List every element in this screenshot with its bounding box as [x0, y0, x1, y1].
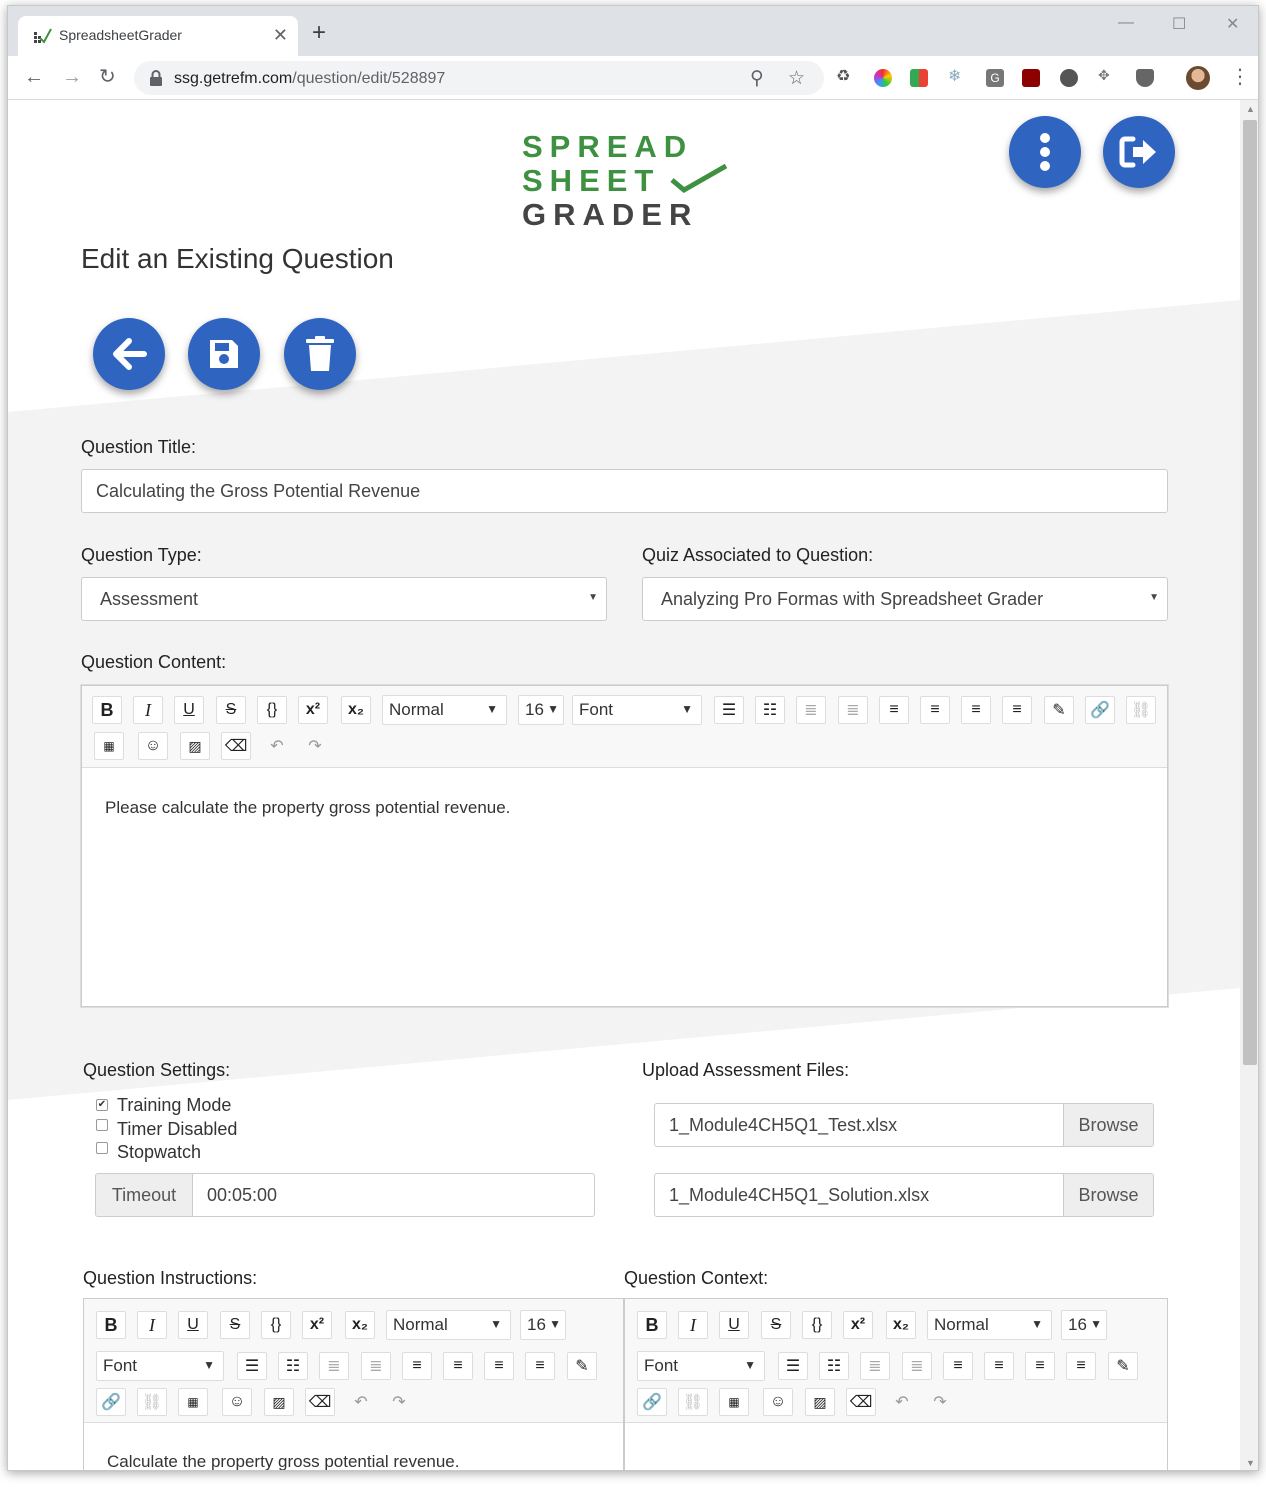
code-button[interactable]: {}: [261, 1311, 291, 1339]
question-context-label: Question Context:: [624, 1268, 769, 1288]
style-value: Normal: [934, 1315, 989, 1334]
save-button[interactable]: [188, 318, 260, 390]
question-type-value: Assessment: [100, 588, 199, 609]
instructions-text[interactable]: Calculate the property gross potential revenue.: [107, 1452, 460, 1471]
justify-icon[interactable]: ≡: [1066, 1352, 1096, 1380]
emoji-icon[interactable]: ☺: [222, 1388, 252, 1416]
font-value: Font: [644, 1356, 679, 1375]
chevron-down-icon: ▼: [1149, 592, 1159, 603]
back-button[interactable]: [93, 318, 165, 390]
align-center-icon[interactable]: ≡: [920, 696, 950, 724]
more-options-button[interactable]: [1009, 116, 1081, 188]
address-bar[interactable]: [134, 61, 824, 95]
underline-button[interactable]: U: [174, 696, 204, 724]
code-button[interactable]: {}: [802, 1311, 832, 1339]
undo-icon[interactable]: ↶: [895, 1394, 909, 1411]
tab-title: SpreadsheetGrader: [59, 27, 182, 43]
new-tab-icon[interactable]: +: [312, 19, 327, 46]
recycle-extension-icon[interactable]: ♻: [836, 66, 854, 84]
forward-arrow-icon[interactable]: →: [62, 66, 82, 88]
google-extension-icon[interactable]: [910, 69, 928, 87]
italic-button[interactable]: I: [133, 696, 163, 724]
quiz-label: Quiz Associated to Question:: [642, 545, 874, 565]
image-icon[interactable]: ▨: [264, 1388, 294, 1416]
floppy-disk-icon: [207, 337, 241, 371]
link-icon[interactable]: 🔗: [96, 1388, 126, 1416]
indent-icon[interactable]: ≣: [860, 1352, 890, 1380]
back-arrow-icon[interactable]: ←: [24, 66, 44, 88]
editor-toolbar: [625, 1299, 1167, 1423]
question-content-text[interactable]: Please calculate the property gross potential revenue.: [105, 798, 511, 817]
image-icon[interactable]: ▨: [180, 732, 210, 760]
circle-extension-icon[interactable]: [1060, 69, 1078, 87]
bullet-list-icon[interactable]: ☰: [714, 696, 744, 724]
italic-button[interactable]: I: [678, 1311, 708, 1339]
font-size-dropdown[interactable]: [520, 1310, 566, 1340]
browser-menu-icon[interactable]: ⋮: [1230, 66, 1250, 88]
eraser-icon[interactable]: ⌫: [846, 1388, 876, 1416]
reload-icon[interactable]: ↻: [99, 66, 116, 88]
page-viewport: [8, 100, 1240, 1471]
instructions-editor: [83, 1298, 624, 1471]
color-wheel-extension-icon[interactable]: [874, 69, 892, 87]
redo-icon[interactable]: ↷: [933, 1394, 947, 1411]
emoji-icon[interactable]: ☺: [763, 1388, 793, 1416]
test-file-input[interactable]: 1_Module4CH5Q1_Test.xlsx: [669, 1114, 898, 1135]
logout-button[interactable]: [1103, 116, 1175, 188]
calendar-icon[interactable]: ▦: [178, 1388, 208, 1416]
code-button[interactable]: {}: [257, 696, 287, 724]
question-content-editor: [81, 685, 1168, 1007]
question-content-label: Question Content:: [81, 652, 227, 672]
caret-down-icon: ▼: [490, 1317, 502, 1331]
outdent-icon[interactable]: ≣: [902, 1352, 932, 1380]
subscript-button[interactable]: x₂: [886, 1311, 916, 1339]
page-scrollbar[interactable]: [1240, 100, 1259, 1471]
question-title-label: Question Title:: [81, 437, 197, 457]
solution-file-group: [654, 1173, 1154, 1217]
font-size-dropdown[interactable]: [1061, 1310, 1107, 1340]
question-title-input[interactable]: Calculating the Gross Potential Revenue: [81, 469, 1168, 513]
redo-icon[interactable]: ↷: [308, 738, 322, 755]
scroll-thumb[interactable]: [1243, 120, 1257, 1065]
spreadsheet-favicon-icon: [32, 26, 52, 46]
indent-icon[interactable]: ≣: [319, 1352, 349, 1380]
emoji-icon[interactable]: ☺: [138, 732, 168, 760]
eraser-icon[interactable]: ⌫: [305, 1388, 335, 1416]
unlink-icon[interactable]: ⛓: [137, 1388, 167, 1416]
logo-checkmark-icon: [668, 164, 728, 194]
font-dropdown[interactable]: [572, 695, 702, 725]
tab-strip: [8, 6, 1258, 56]
vertical-dots-icon: [1038, 132, 1052, 172]
justify-icon[interactable]: ≡: [1002, 696, 1032, 724]
training-mode-checkbox[interactable]: [96, 1095, 231, 1116]
snowflake-extension-icon[interactable]: ❄: [948, 66, 966, 84]
scroll-up-icon[interactable]: ▲: [1246, 104, 1255, 114]
solution-file-input[interactable]: 1_Module4CH5Q1_Solution.xlsx: [669, 1184, 930, 1205]
quiz-select[interactable]: [642, 577, 1168, 621]
strikethrough-button[interactable]: S: [220, 1311, 250, 1339]
profile-avatar[interactable]: [1186, 66, 1210, 90]
outdent-icon[interactable]: ≣: [361, 1352, 391, 1380]
align-center-icon[interactable]: ≡: [443, 1352, 473, 1380]
caret-down-icon: ▼: [547, 702, 559, 716]
training-mode-label: Training Mode: [117, 1095, 232, 1115]
align-center-icon[interactable]: ≡: [984, 1352, 1014, 1380]
caret-down-icon: ▼: [1090, 1317, 1102, 1331]
style-dropdown[interactable]: [382, 695, 507, 725]
align-left-icon[interactable]: ≡: [402, 1352, 432, 1380]
font-dropdown[interactable]: [96, 1351, 224, 1381]
unlink-icon[interactable]: ⛓: [1126, 696, 1156, 724]
subscript-button[interactable]: x₂: [341, 696, 371, 724]
timeout-input[interactable]: 00:05:00: [207, 1184, 278, 1205]
page-title: Edit an Existing Question: [81, 243, 394, 274]
font-size-value: 16: [527, 1315, 546, 1334]
calendar-icon[interactable]: ▦: [719, 1388, 749, 1416]
bold-button[interactable]: B: [92, 696, 122, 724]
bullet-list-icon[interactable]: ☰: [778, 1352, 808, 1380]
highlight-pen-icon[interactable]: ✎: [1044, 696, 1074, 724]
question-instructions-label: Question Instructions:: [83, 1268, 258, 1288]
test-file-group: [654, 1103, 1154, 1147]
caret-down-icon: ▼: [744, 1358, 756, 1372]
context-editor: [624, 1298, 1168, 1471]
scroll-down-icon[interactable]: ▼: [1246, 1458, 1255, 1468]
delete-button[interactable]: [284, 318, 356, 390]
underline-button[interactable]: U: [719, 1311, 749, 1339]
numbered-list-icon[interactable]: ☷: [755, 696, 785, 724]
undo-icon[interactable]: ↶: [270, 738, 284, 755]
shield-extension-icon[interactable]: [1136, 69, 1154, 87]
align-left-icon[interactable]: ≡: [879, 696, 909, 724]
highlight-pen-icon[interactable]: ✎: [567, 1352, 597, 1380]
spreadsheet-grader-logo: SPREAD SHEET GRADER: [522, 129, 699, 232]
minimize-icon[interactable]: —: [1118, 14, 1134, 31]
checkmark-icon: ✔: [97, 1099, 107, 1110]
style-dropdown[interactable]: [386, 1310, 511, 1340]
align-right-icon[interactable]: ≡: [1025, 1352, 1055, 1380]
stopwatch-checkbox[interactable]: [96, 1142, 201, 1163]
outdent-icon[interactable]: ≣: [838, 696, 868, 724]
font-value: Font: [103, 1356, 138, 1375]
checkbox-empty-icon: [96, 1142, 108, 1154]
style-value: Normal: [389, 700, 444, 719]
font-dropdown[interactable]: [637, 1351, 765, 1381]
caret-down-icon: ▼: [486, 702, 498, 716]
calendar-icon[interactable]: ▦: [94, 732, 124, 760]
image-icon[interactable]: ▨: [805, 1388, 835, 1416]
strikethrough-button[interactable]: S: [761, 1311, 791, 1339]
superscript-button[interactable]: x²: [302, 1311, 332, 1339]
numbered-list-icon[interactable]: ☷: [819, 1352, 849, 1380]
indent-icon[interactable]: ≣: [796, 696, 826, 724]
align-right-icon[interactable]: ≡: [961, 696, 991, 724]
arrow-left-icon: [111, 338, 147, 370]
justify-icon[interactable]: ≡: [525, 1352, 555, 1380]
chevron-down-icon: ▼: [588, 592, 598, 603]
pdf-extension-icon[interactable]: [1022, 69, 1040, 87]
bookmark-star-icon[interactable]: ☆: [788, 68, 806, 89]
superscript-button[interactable]: x²: [843, 1311, 873, 1339]
subscript-button[interactable]: x₂: [345, 1311, 375, 1339]
caret-down-icon: ▼: [1031, 1317, 1043, 1331]
browser-window: [7, 5, 1259, 1471]
caret-down-icon: ▼: [549, 1317, 561, 1331]
quiz-value: Analyzing Pro Formas with Spreadsheet Grader: [661, 588, 1044, 609]
lock-icon: [148, 69, 164, 87]
editor-toolbar: [84, 1299, 623, 1423]
bold-button[interactable]: B: [96, 1311, 126, 1339]
solution-file-browse-button[interactable]: Browse: [1063, 1174, 1153, 1216]
caret-down-icon: ▼: [681, 702, 693, 716]
window-close-icon[interactable]: ✕: [1226, 16, 1240, 33]
upload-files-label: Upload Assessment Files:: [642, 1060, 850, 1080]
timer-disabled-checkbox[interactable]: [96, 1119, 237, 1140]
underline-button[interactable]: U: [178, 1311, 208, 1339]
eraser-icon[interactable]: ⌫: [221, 732, 251, 760]
grammarly-extension-icon[interactable]: G: [986, 69, 1004, 87]
browser-toolbar: [8, 56, 1258, 100]
url-text: ssg.getrefm.com/question/edit/528897: [174, 70, 446, 87]
browser-tab[interactable]: [18, 16, 298, 56]
undo-icon[interactable]: ↶: [354, 1394, 368, 1411]
bullet-list-icon[interactable]: ☰: [237, 1352, 267, 1380]
font-size-value: 16: [1068, 1315, 1087, 1334]
timeout-label: Timeout: [96, 1174, 193, 1216]
timer-disabled-label: Timer Disabled: [117, 1119, 238, 1139]
question-type-select[interactable]: [81, 577, 607, 621]
dropbox-extension-icon[interactable]: ✥: [1098, 67, 1116, 85]
tab-close-icon[interactable]: ✕: [272, 25, 288, 45]
strikethrough-button[interactable]: S: [216, 696, 246, 724]
numbered-list-icon[interactable]: ☷: [278, 1352, 308, 1380]
unlink-icon[interactable]: ⛓: [678, 1388, 708, 1416]
font-size-value: 16: [525, 700, 544, 719]
test-file-browse-button[interactable]: Browse: [1063, 1104, 1153, 1146]
superscript-button[interactable]: x²: [298, 696, 328, 724]
caret-down-icon: ▼: [203, 1358, 215, 1372]
timeout-group: [95, 1173, 595, 1217]
redo-icon[interactable]: ↷: [392, 1394, 406, 1411]
font-value: Font: [579, 700, 614, 719]
italic-button[interactable]: I: [137, 1311, 167, 1339]
link-icon[interactable]: 🔗: [637, 1388, 667, 1416]
editor-toolbar: [82, 686, 1167, 768]
style-value: Normal: [393, 1315, 448, 1334]
zoom-icon[interactable]: ⚲: [750, 68, 764, 89]
align-right-icon[interactable]: ≡: [484, 1352, 514, 1380]
maximize-icon[interactable]: ☐: [1172, 16, 1187, 33]
font-size-dropdown[interactable]: [518, 695, 564, 725]
link-icon[interactable]: 🔗: [1085, 696, 1115, 724]
highlight-pen-icon[interactable]: ✎: [1108, 1352, 1138, 1380]
trash-icon: [305, 336, 335, 372]
checkbox-empty-icon: [96, 1119, 108, 1131]
align-left-icon[interactable]: ≡: [943, 1352, 973, 1380]
question-type-label: Question Type:: [81, 545, 202, 565]
sign-out-icon: [1119, 135, 1159, 169]
style-dropdown[interactable]: [927, 1310, 1052, 1340]
stopwatch-label: Stopwatch: [117, 1142, 202, 1162]
question-settings-label: Question Settings:: [83, 1060, 231, 1080]
bold-button[interactable]: B: [637, 1311, 667, 1339]
